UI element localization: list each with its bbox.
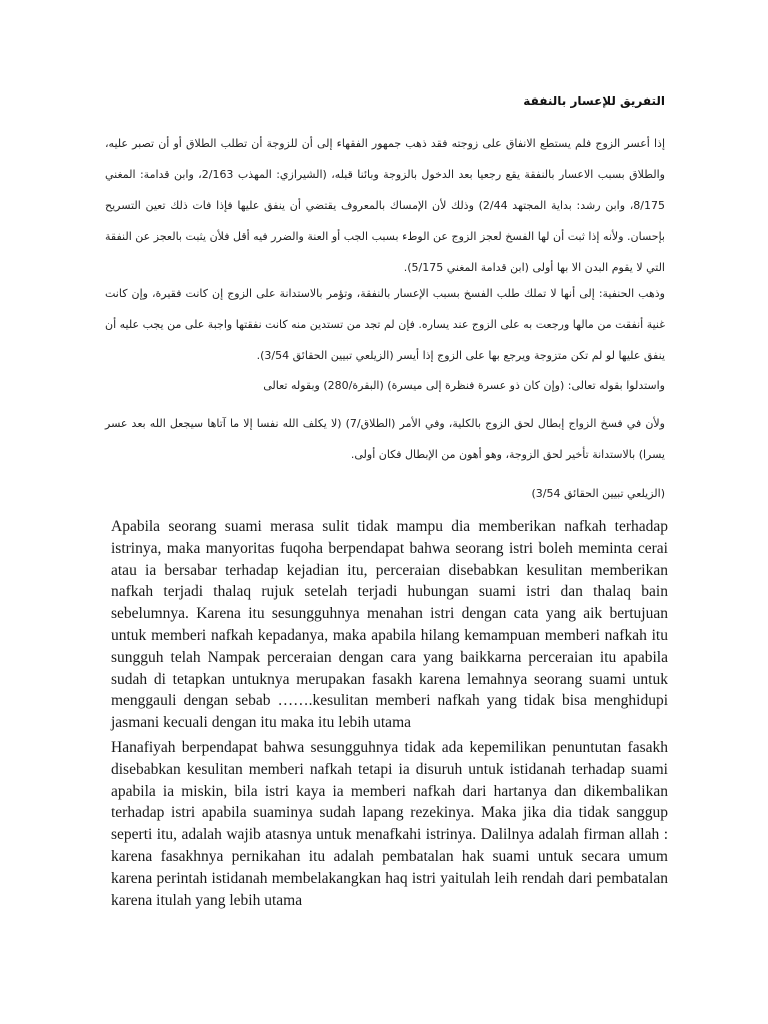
indonesian-paragraph-2: Hanafiyah berpendapat bahwa sesungguhnya tidak ada kepemilikan penuntutan fasakh disebabkan kesulitan memberi nafkah tetapi ia disuruh untuk istidanah terhadap suami apabila ia miskin, bila istri kaya ia memberi nafkah dari hartanya dan dikembalikan terhadap istri apabila suaminya sudah lapang rezekinya. Maka jika dia tidak sanggup seperti itu, adalah wajib atasnya untuk menafkahi istrinya. Dalilnya adalah firman allah : karena fasakhnya pernikahan itu adalah pembatalan hak suami untuk secara umum karena perintah istidanah membelakangkan haq istri yaitulah leih rendah dari pembatalan karena itulah yang lebih utama xyxy=(111,739,668,909)
indonesian-paragraph-1: Apabila seorang suami merasa sulit tidak mampu dia memberikan nafkah terhadap istrinya, maka manyoritas fuqoha berpendapat bahwa seorang istri boleh meminta cerai atau ia bersabar terhadap kejadian itu, perceraian disebabkan kesulitan memberikan nafkah terjadi thalaq rujuk setelah terjadi hubungan suami istri dan thalaq bain sebelumnya. Karena itu sesungguhnya menahan istri dengan cata yang aik bertujuan untuk memberi nafkah kepadanya, maka apabila hilang kemampuan memberi nafkah itu sungguh telah Nampak perceraian dengan cara yang baikkarna perceraian itu apabila sudah di tetapkan untuknya merupakan fasakh karena lemahnya seorang suami untuk menggauli dengan sebab …….kesulitan memberi nafkah yang tidak bisa menghidupi jasmani kecuali dengan itu maka itu lebih utama xyxy=(111,518,668,732)
arabic-title: التفريق للإعسار بالنفقة xyxy=(523,94,665,108)
arabic-paragraph-3: واستدلوا بقوله تعالى: (وإن كان ذو عسرة فنظرة إلى ميسرة) (البقرة/280) وبقوله تعالى xyxy=(263,379,665,392)
arabic-paragraph-2: وذهب الحنفية: إلى أنها لا تملك طلب الفسخ بسبب الإعسار بالنفقة، وتؤمر بالاستدانة على الزوج إن كانت فقيرة، وإن كانت غنية أنفقت من مالها ورجعت به على الزوج عند يساره. فإن لم تجد من تستدين منه كانت نفقتها واجبة على من يجب عليه أن ينفق عليها لو لم تكن متزوجة ويرجع بها على الزوج إذا أيسر (الزيلعي تبيين الحقائق 3/54). xyxy=(105,287,665,362)
arabic-paragraph-4: ولأن في فسخ الزواج إبطال لحق الزوج بالكلية، وفي الأمر (الطلاق/7) (لا يكلف الله نفسا إلا ما آتاها سيجعل الله بعد عسر يسرا) بالاستدانة تأخير لحق الزوجة، وهو أهون من الإبطال فكان أولى. xyxy=(105,417,665,461)
arabic-paragraph-1: إذا أعسر الزوج فلم يستطع الانفاق على زوجته فقد ذهب جمهور الفقهاء إلى أن للزوجة أن تطلب الطلاق أو أن تصبر عليه، والطلاق بسبب الاعسار بالنفقة يقع رجعيا بعد الدخول بالزوجة وبائنا قبله، (الشيرازي: المهذب 2/163، وابن قدامة: المغني 8/175، وابن رشد: بداية المجتهد 2/44) وذلك لأن الإمساك بالمعروف يقتضي أن ينفق عليها فإذا فات ذلك تعين التسريح بإحسان. ولأنه إذا ثبت أن لها الفسخ لعجز الزوج عن الوطء بسبب الجب أو العنة والضرر فيه أقل فلأن يثبت بالعجز عن النفقة التي لا يقوم البدن الا بها أولى (ابن قدامة المغني 5/175). xyxy=(105,137,665,274)
arabic-citation: (الزيلعي تبيين الحقائق 3/54) xyxy=(531,487,665,500)
